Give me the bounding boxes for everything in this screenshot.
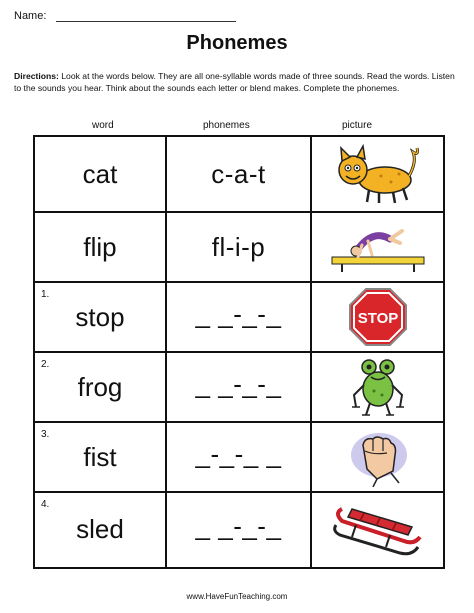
table-row	[35, 283, 443, 353]
stop-sign-icon	[312, 283, 443, 351]
table-row	[35, 353, 443, 423]
frog-icon	[312, 353, 443, 421]
row-number: 2.	[41, 359, 50, 370]
row-number: 4.	[41, 499, 50, 510]
fist-icon	[312, 423, 443, 491]
table-row	[35, 423, 443, 493]
row-word: stop	[75, 302, 125, 332]
table-row	[35, 137, 443, 213]
table-row	[35, 493, 443, 567]
column-header-picture: picture	[342, 120, 373, 131]
column-header-word: word	[92, 120, 114, 131]
row-phonemes: fl-i-p	[211, 232, 266, 262]
gymnast-flip-icon	[312, 213, 443, 281]
name-line	[56, 21, 236, 22]
directions-text: Look at the words below. They are all one-syllable words made of three sounds. Read the words. Listen to the sounds you hear. Think about the sounds each letter or blend makes. Complete the phonemes.	[14, 71, 455, 93]
column-header-phonemes: phonemes	[203, 120, 250, 131]
row-phonemes: _ _-_-_	[195, 299, 282, 329]
row-word: sled	[76, 514, 124, 544]
row-word: cat	[82, 159, 118, 189]
row-phonemes: c-a-t	[211, 159, 266, 189]
row-phonemes: _ _-_-_	[195, 511, 282, 541]
worksheet-table	[33, 135, 445, 569]
footer-website: www.HaveFunTeaching.com	[186, 592, 288, 601]
stop-sign-text: STOP	[357, 310, 398, 327]
directions-label: Directions:	[14, 71, 59, 81]
page-title: Phonemes	[186, 32, 288, 54]
row-phonemes: _ _-_-_	[195, 369, 282, 399]
row-number: 1.	[41, 289, 50, 300]
row-word: fist	[83, 442, 117, 472]
row-word: frog	[77, 372, 123, 402]
table-row	[35, 213, 443, 283]
sled-icon	[312, 493, 443, 565]
cat-icon	[312, 137, 443, 211]
name-label: Name:	[14, 10, 47, 22]
directions	[14, 70, 464, 94]
row-phonemes: _-_-_ _	[195, 439, 282, 469]
row-word: flip	[83, 232, 117, 262]
row-number: 3.	[41, 429, 50, 440]
